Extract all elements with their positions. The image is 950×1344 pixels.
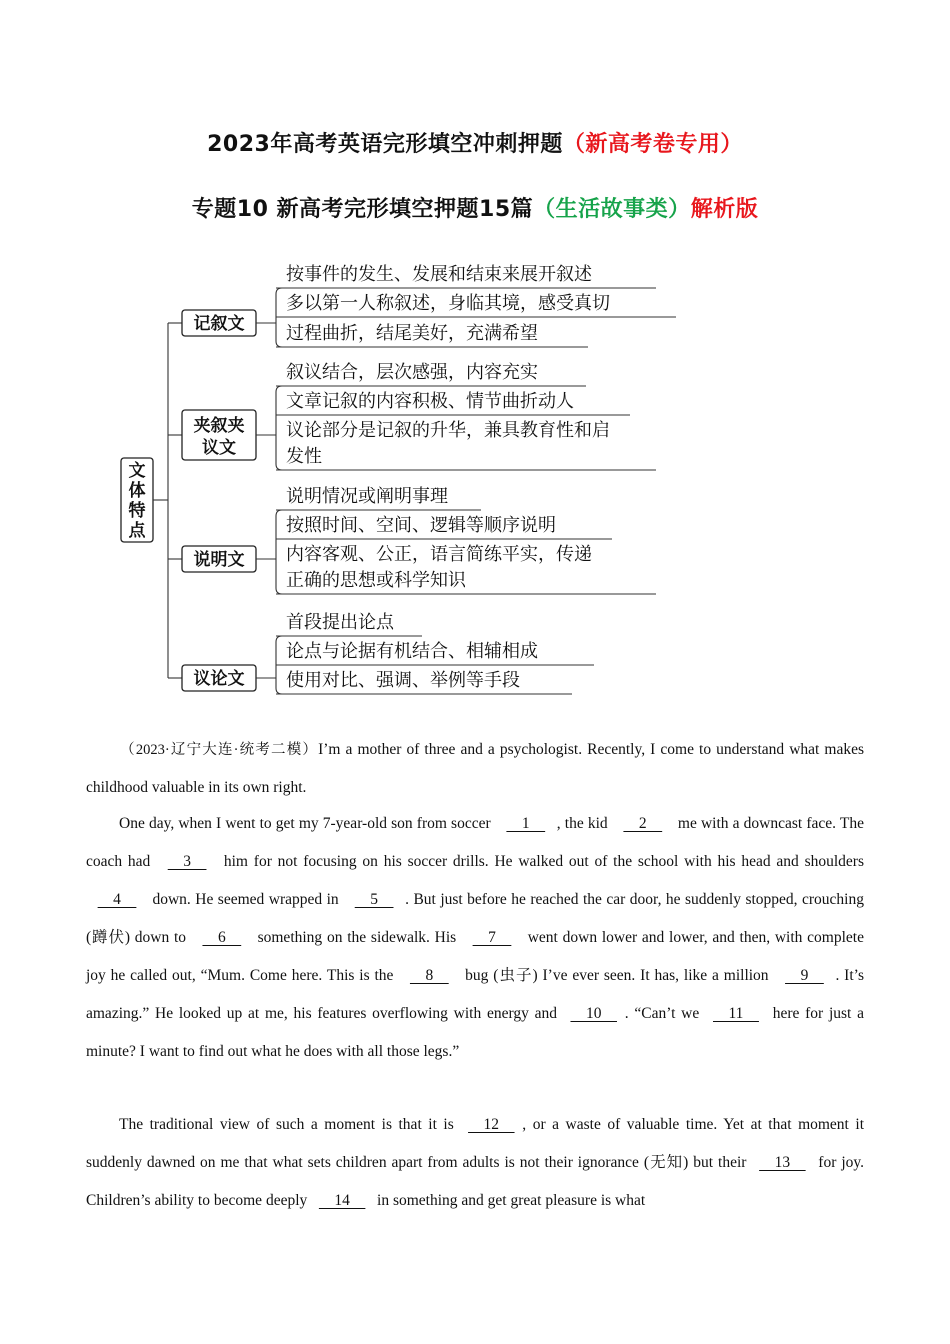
- cloze-blank[interactable]: 13: [759, 1154, 806, 1171]
- page-title: [0, 127, 950, 158]
- paragraph-text: . But just before he reached the car door, he suddenly stopped, crouching (蹲伏) down to: [86, 891, 864, 946]
- branch-node-label: 记叙文: [193, 314, 245, 334]
- branch-item-text: 正确的思想或科学知识: [286, 570, 466, 591]
- cloze-blank[interactable]: 1: [506, 815, 546, 832]
- branch-item-text: 按照时间、空间、逻辑等顺序说明: [286, 515, 556, 536]
- cloze-blank[interactable]: 11: [713, 1005, 759, 1022]
- paragraph-text: for joy. Children’s ability to become deeply: [86, 1154, 864, 1209]
- page-subtitle: [0, 192, 950, 223]
- paragraph-text: bug (虫子) I’ve ever seen. It has, like a million: [460, 967, 774, 984]
- paragraph-text: went down lower and lower, and then, with complete joy he called out, “Mum. Come here. This is the: [86, 929, 864, 984]
- branch-item-text: 按事件的发生、发展和结束来展开叙述: [286, 264, 592, 285]
- subtitle-green-tag: （生活故事类）: [533, 197, 691, 222]
- paragraph-text: me with a downcast face. The coach had: [86, 815, 864, 870]
- root-node-label: 体: [128, 481, 146, 501]
- paragraph-text: One day, when I went to get my 7-year-old son from soccer: [119, 815, 495, 832]
- paragraph-text: . It’s amazing.” He looked up at me, his features overflowing with energy and: [86, 967, 864, 1022]
- branch-item-text: 叙议结合，层次感强，内容充实: [286, 362, 538, 383]
- mind-map: [118, 262, 698, 707]
- branch-node-label: 议文: [202, 438, 236, 458]
- branch-item-text: 过程曲折，结尾美好，充满希望: [286, 323, 538, 344]
- cloze-blank[interactable]: 4: [97, 891, 137, 908]
- subtitle-red-tag: 解析版: [690, 197, 759, 222]
- branch-item-text: 多以第一人称叙述，身临其境，感受真切: [286, 293, 610, 314]
- passage-paragraph-2: [86, 805, 864, 1071]
- paragraph-text: , or a waste of valuable time. Yet at that moment it suddenly dawned on me that what sets children apart from adults is not their ignorance (无知) but their: [86, 1116, 865, 1171]
- root-node-label: 特: [128, 501, 146, 521]
- connector-bracket: [276, 386, 282, 470]
- cloze-blank[interactable]: 9: [785, 967, 824, 984]
- branch-node-label: 说明文: [193, 550, 245, 570]
- title-red-tag: （新高考卷专用）: [562, 132, 743, 157]
- paragraph-text: The traditional view of such a moment is that it is: [119, 1116, 461, 1133]
- cloze-blank[interactable]: 8: [409, 967, 449, 984]
- branch-item-text: 发性: [286, 446, 322, 467]
- root-node-label: 点: [128, 521, 146, 541]
- branch-item-text: 论点与论据有机结合、相辅相成: [286, 641, 538, 662]
- title-main: 2023年高考英语完形填空冲刺押题: [207, 132, 563, 157]
- branch-node-label: 议论文: [193, 669, 245, 689]
- branch-node-label: 夹叙夹: [193, 416, 245, 436]
- branch-item-text: 议论部分是记叙的升华，兼具教育性和启: [286, 420, 610, 441]
- connector-bracket: [276, 510, 282, 594]
- paragraph-text: here for just a minute? I want to find out what he does with all those legs.”: [86, 1005, 864, 1060]
- branch-item-text: 使用对比、强调、举例等手段: [286, 670, 520, 691]
- branch-item-text: 首段提出论点: [286, 612, 394, 633]
- cloze-blank[interactable]: 12: [468, 1116, 515, 1133]
- paragraph-text: . “Can’t we: [624, 1005, 705, 1022]
- cloze-blank[interactable]: 3: [167, 853, 207, 870]
- paragraph-text: , the kid: [556, 815, 612, 832]
- passage-source: （2023·辽宁大连·统考二模）: [119, 742, 319, 758]
- branch-item-text: 文章记叙的内容积极、情节曲折动人: [286, 391, 574, 412]
- cloze-blank[interactable]: 2: [623, 815, 663, 832]
- paragraph-text: in something and get great pleasure is what: [373, 1192, 646, 1209]
- cloze-blank[interactable]: 10: [570, 1005, 617, 1022]
- branch-item-text: 说明情况或阐明事理: [286, 486, 448, 507]
- paragraph-text: down. He seemed wrapped in: [148, 891, 344, 908]
- passage-paragraph-3: [86, 1106, 864, 1220]
- paragraph-text: I’m a mother of three and a psychologist. Recently, I come to understand what makes childhood valuable in its own right.: [86, 741, 864, 796]
- paragraph-text: him for not focusing on his soccer drills. He walked out of the school with his head and shoulders: [218, 853, 864, 870]
- cloze-blank[interactable]: 5: [354, 891, 394, 908]
- cloze-blank[interactable]: 6: [202, 929, 242, 946]
- passage-paragraph-1: [86, 731, 864, 807]
- cloze-blank[interactable]: 14: [318, 1192, 366, 1209]
- branch-item-text: 内容客观、公正，语言简练平实，传递: [286, 544, 592, 565]
- root-node-label: 文: [128, 461, 146, 481]
- cloze-blank[interactable]: 7: [472, 929, 512, 946]
- subtitle-main: 专题10 新高考完形填空押题15篇: [191, 197, 534, 222]
- paragraph-text: something on the sidewalk. His: [252, 929, 461, 946]
